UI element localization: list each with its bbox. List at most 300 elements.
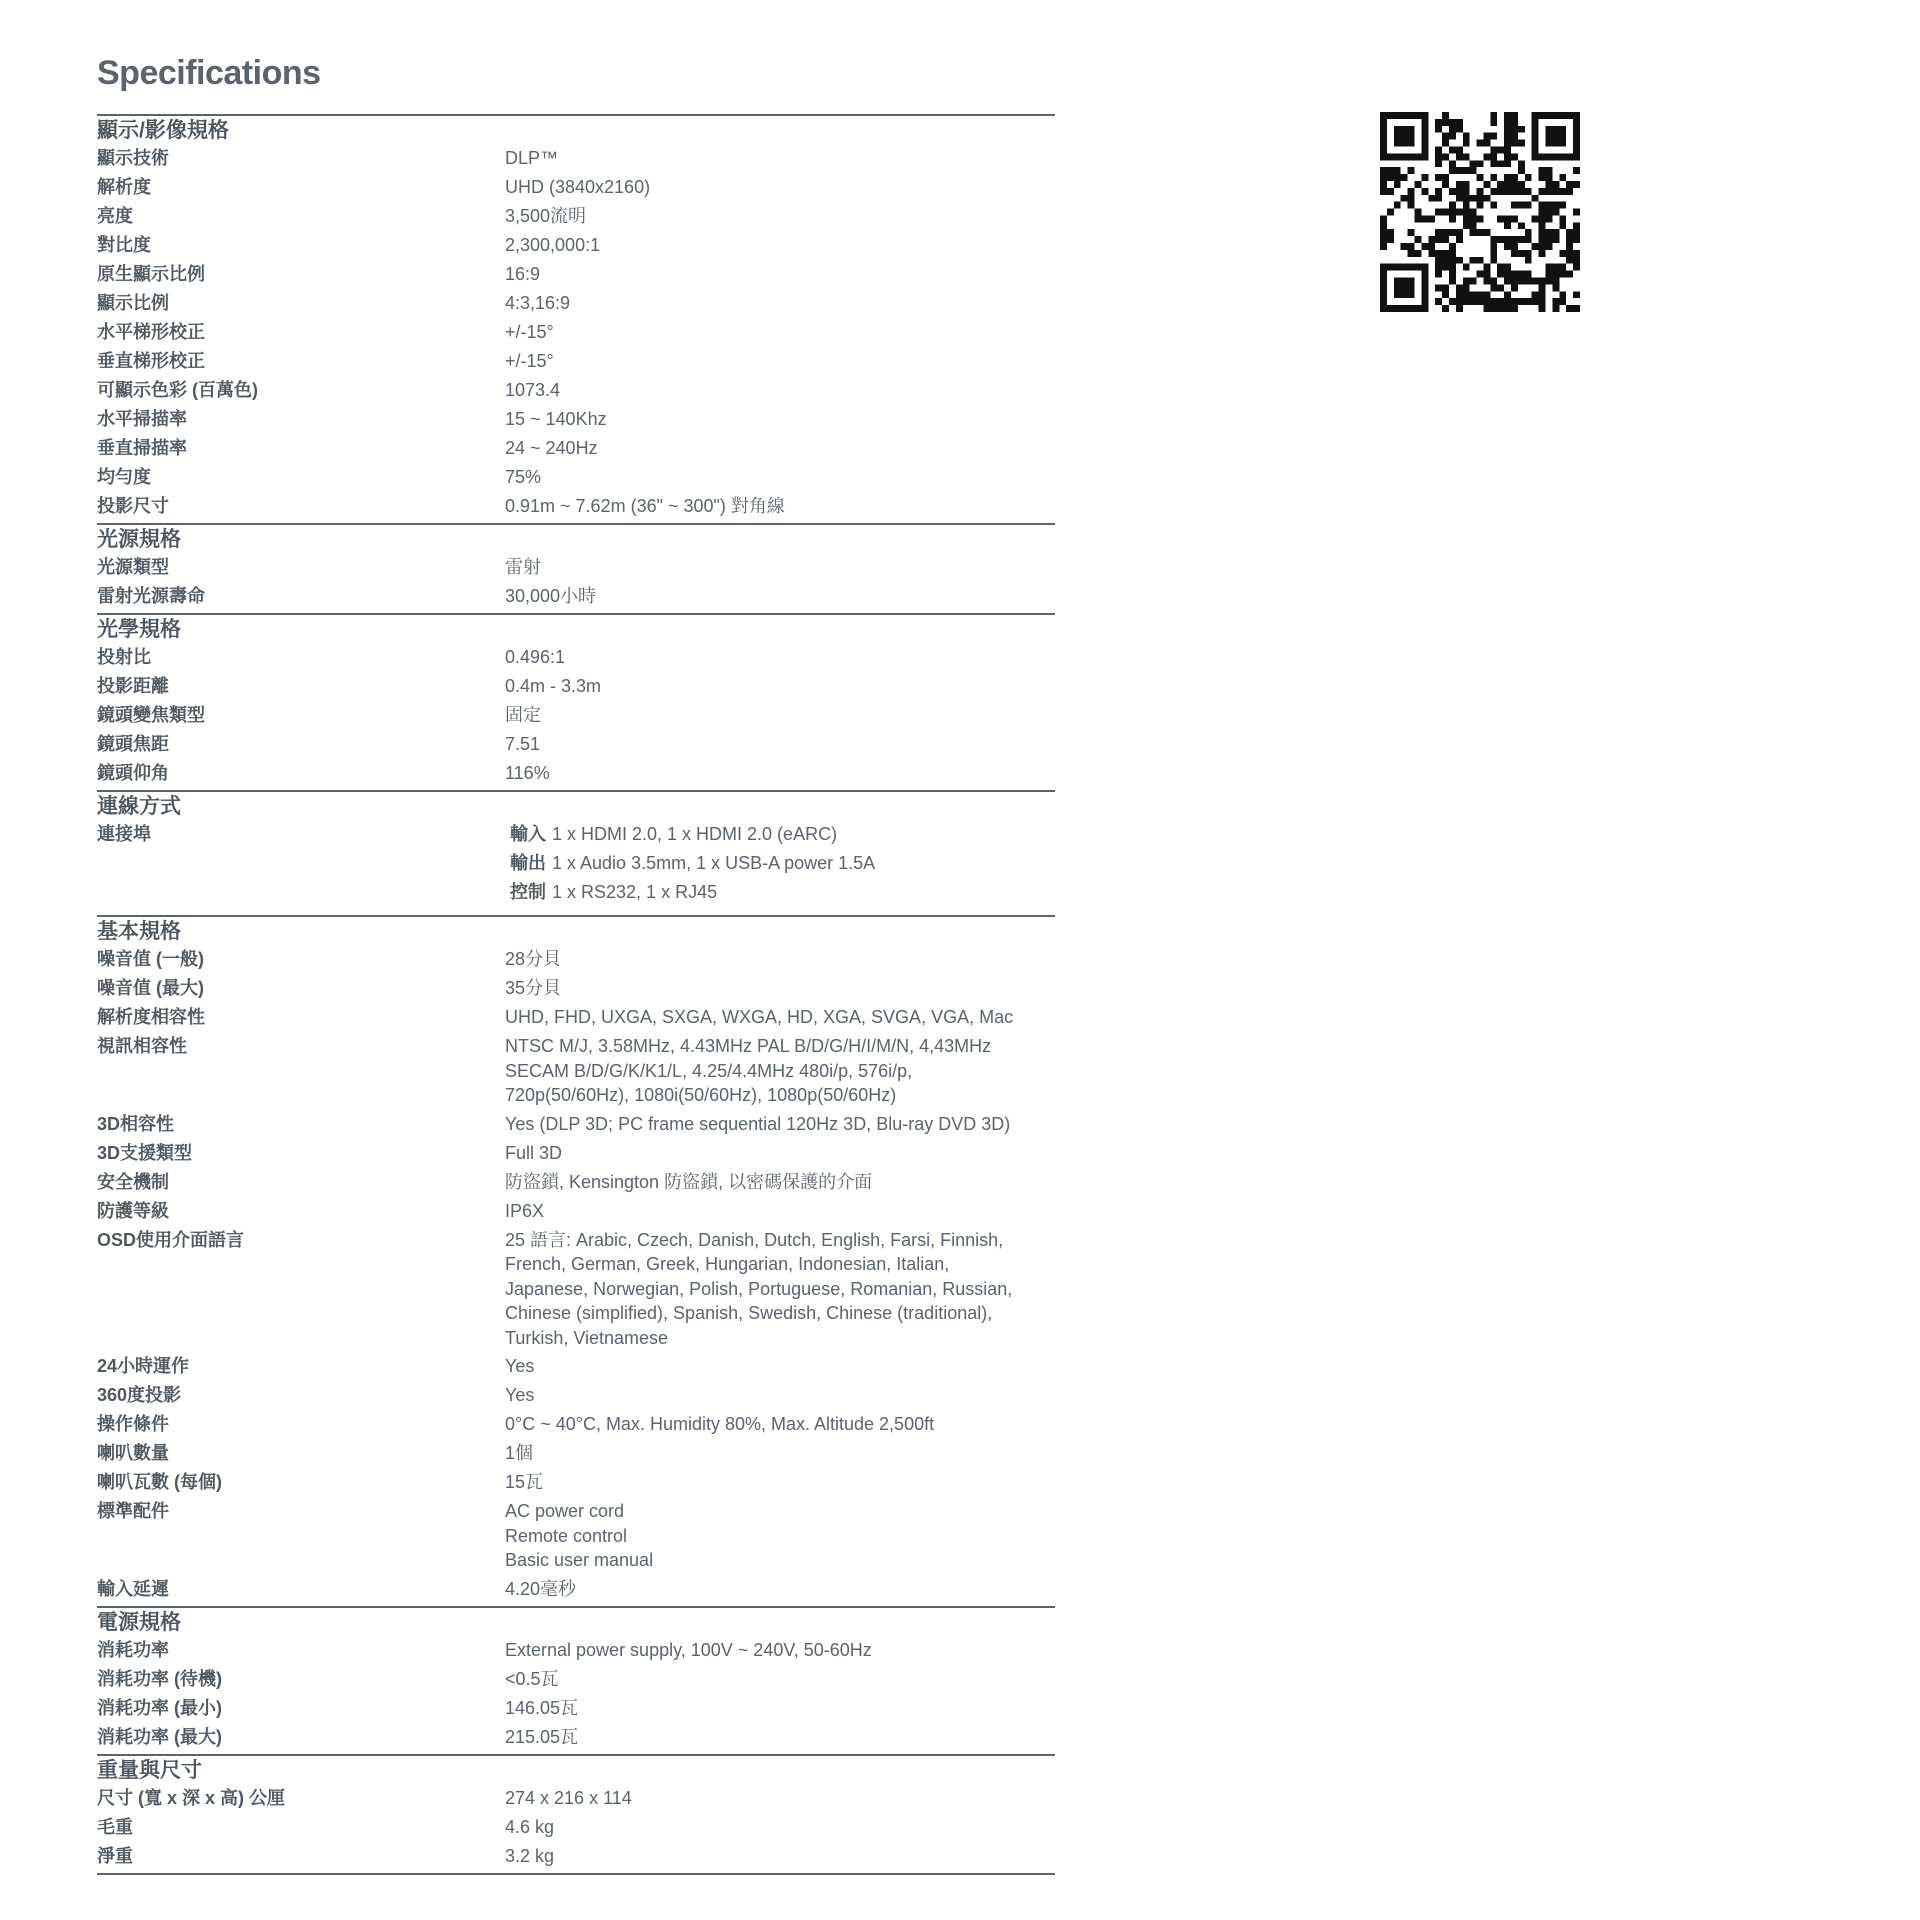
qr-module bbox=[1477, 257, 1484, 264]
qr-module bbox=[1511, 271, 1518, 278]
qr-module bbox=[1539, 305, 1546, 312]
qr-module bbox=[1539, 243, 1546, 250]
qr-module bbox=[1456, 284, 1463, 291]
qr-module bbox=[1408, 167, 1415, 174]
qr-module bbox=[1546, 167, 1553, 174]
spec-row bbox=[97, 945, 1055, 974]
qr-module bbox=[1511, 305, 1518, 312]
connection-tag: 輸出 bbox=[510, 853, 546, 873]
qr-module bbox=[1490, 243, 1497, 250]
qr-module bbox=[1463, 188, 1470, 195]
qr-module bbox=[1442, 174, 1449, 181]
qr-module bbox=[1414, 209, 1421, 216]
spec-section bbox=[97, 616, 1055, 792]
spec-label: 淨重 bbox=[97, 1845, 133, 1866]
spec-row bbox=[97, 1139, 1055, 1168]
qr-module bbox=[1559, 215, 1566, 222]
qr-module bbox=[1566, 271, 1573, 278]
qr-module bbox=[1504, 160, 1511, 167]
qr-module bbox=[1546, 278, 1553, 285]
qr-module bbox=[1380, 229, 1387, 236]
spec-value: <0.5瓦 bbox=[505, 1668, 559, 1689]
spec-value: 15瓦 bbox=[505, 1472, 544, 1492]
spec-label: 投射比 bbox=[97, 647, 151, 667]
qr-module bbox=[1449, 119, 1456, 126]
qr-module bbox=[1483, 140, 1490, 147]
qr-module bbox=[1483, 153, 1490, 160]
spec-label: 解析度 bbox=[97, 177, 151, 197]
spec-value: 116% bbox=[505, 763, 550, 783]
section-title: 基本規格 bbox=[97, 920, 181, 943]
qr-module bbox=[1511, 298, 1518, 305]
qr-module bbox=[1394, 202, 1401, 209]
spec-label: 毛重 bbox=[97, 1816, 133, 1837]
qr-module bbox=[1539, 236, 1546, 243]
spec-value: UHD (3840x2160) bbox=[505, 177, 651, 197]
qr-module bbox=[1456, 305, 1463, 312]
qr-module bbox=[1511, 250, 1518, 257]
qr-module bbox=[1511, 284, 1518, 291]
qr-module bbox=[1518, 181, 1525, 188]
qr-module bbox=[1511, 278, 1518, 285]
spec-row bbox=[97, 730, 1055, 759]
spec-sheet bbox=[97, 114, 1055, 1875]
qr-module bbox=[1428, 243, 1435, 250]
qr-module bbox=[1483, 298, 1490, 305]
spec-row bbox=[97, 1497, 1055, 1575]
spec-label: 對比度 bbox=[97, 235, 151, 255]
qr-module bbox=[1470, 195, 1477, 202]
qr-module bbox=[1380, 236, 1387, 243]
qr-module bbox=[1546, 181, 1553, 188]
spec-row bbox=[97, 701, 1055, 730]
qr-module bbox=[1490, 112, 1497, 119]
spec-row bbox=[97, 820, 1055, 913]
qr-module bbox=[1483, 195, 1490, 202]
qr-module bbox=[1552, 236, 1559, 243]
qr-module bbox=[1525, 257, 1532, 264]
qr-module bbox=[1435, 298, 1442, 305]
qr-module bbox=[1449, 271, 1456, 278]
qr-module bbox=[1490, 284, 1497, 291]
spec-value: 75% bbox=[505, 467, 542, 487]
qr-module bbox=[1497, 305, 1504, 312]
spec-label: 3D支援類型 bbox=[97, 1142, 193, 1163]
qr-module bbox=[1435, 229, 1442, 236]
connection-text: 1 x HDMI 2.0, 1 x HDMI 2.0 (eARC) bbox=[552, 824, 838, 844]
qr-module bbox=[1421, 188, 1428, 195]
qr-module bbox=[1559, 174, 1566, 181]
connection-tag: 控制 bbox=[510, 882, 546, 902]
qr-module bbox=[1573, 222, 1580, 229]
qr-module bbox=[1525, 236, 1532, 243]
spec-row bbox=[97, 1665, 1055, 1694]
qr-module bbox=[1552, 229, 1559, 236]
qr-module bbox=[1552, 271, 1559, 278]
qr-module bbox=[1435, 195, 1442, 202]
spec-row bbox=[97, 1784, 1055, 1813]
spec-value: 7.51 bbox=[505, 734, 541, 754]
qr-module bbox=[1449, 188, 1456, 195]
qr-module bbox=[1456, 298, 1463, 305]
qr-module bbox=[1546, 229, 1553, 236]
qr-module bbox=[1401, 243, 1408, 250]
qr-module bbox=[1552, 202, 1559, 209]
qr-module bbox=[1539, 215, 1546, 222]
qr-module bbox=[1497, 264, 1504, 271]
spec-label: 水平梯形校正 bbox=[97, 322, 205, 342]
qr-module bbox=[1456, 126, 1463, 133]
spec-label: 均勻度 bbox=[97, 467, 151, 487]
qr-module bbox=[1483, 271, 1490, 278]
spec-label: 噪音值 (最大) bbox=[97, 978, 204, 998]
spec-label: 喇叭瓦數 (每個) bbox=[97, 1472, 222, 1492]
spec-value: Yes (DLP 3D; PC frame sequential 120Hz 3D, Blu-ray DVD 3D) bbox=[505, 1113, 1011, 1134]
spec-value: 雷射 bbox=[505, 557, 541, 577]
qr-module bbox=[1477, 174, 1484, 181]
qr-module bbox=[1449, 264, 1456, 271]
qr-module bbox=[1518, 140, 1525, 147]
spec-label: 消耗功率 bbox=[97, 1639, 169, 1660]
qr-module bbox=[1414, 236, 1421, 243]
spec-row bbox=[97, 289, 1055, 318]
spec-row bbox=[97, 1003, 1055, 1032]
qr-module bbox=[1435, 126, 1442, 133]
qr-module bbox=[1470, 291, 1477, 298]
qr-module bbox=[1539, 202, 1546, 209]
spec-row bbox=[97, 318, 1055, 347]
qr-module bbox=[1463, 167, 1470, 174]
qr-module bbox=[1442, 209, 1449, 216]
qr-module bbox=[1449, 202, 1456, 209]
qr-module bbox=[1559, 264, 1566, 271]
qr-module bbox=[1518, 126, 1525, 133]
spec-row bbox=[97, 672, 1055, 701]
qr-module bbox=[1380, 215, 1387, 222]
qr-module bbox=[1463, 153, 1470, 160]
qr-module bbox=[1408, 243, 1415, 250]
qr-module bbox=[1525, 174, 1532, 181]
spec-label: 顯示比例 bbox=[97, 293, 169, 313]
qr-module bbox=[1477, 229, 1484, 236]
qr-module bbox=[1539, 229, 1546, 236]
qr-module bbox=[1401, 195, 1408, 202]
spec-value: 0.496:1 bbox=[505, 647, 566, 667]
qr-module bbox=[1442, 250, 1449, 257]
qr-module bbox=[1449, 215, 1456, 222]
qr-module bbox=[1442, 229, 1449, 236]
qr-module bbox=[1573, 257, 1580, 264]
qr-module bbox=[1504, 126, 1511, 133]
spec-row bbox=[97, 1575, 1055, 1604]
qr-module bbox=[1518, 278, 1525, 285]
spec-row bbox=[97, 260, 1055, 289]
section-title: 光源規格 bbox=[97, 528, 181, 551]
spec-value: 0.91m ~ 7.62m (36" ~ 300") 對角線 bbox=[505, 496, 785, 516]
spec-value: 0.4m - 3.3m bbox=[505, 676, 602, 696]
qr-module bbox=[1483, 133, 1490, 140]
qr-module bbox=[1408, 229, 1415, 236]
qr-module bbox=[1552, 278, 1559, 285]
qr-module bbox=[1511, 215, 1518, 222]
qr-module bbox=[1518, 271, 1525, 278]
qr-module bbox=[1559, 202, 1566, 209]
qr-module bbox=[1559, 250, 1566, 257]
qr-module bbox=[1456, 181, 1463, 188]
spec-row bbox=[97, 759, 1055, 788]
spec-section bbox=[97, 793, 1055, 917]
qr-module bbox=[1518, 167, 1525, 174]
qr-module bbox=[1449, 229, 1456, 236]
qr-module bbox=[1442, 112, 1449, 119]
spec-value: 防盜鎖, Kensington 防盜鎖, 以密碼保護的介面 bbox=[505, 1171, 873, 1192]
qr-module bbox=[1504, 119, 1511, 126]
spec-label: 水平掃描率 bbox=[97, 409, 187, 429]
spec-row bbox=[97, 1439, 1055, 1468]
qr-module bbox=[1546, 243, 1553, 250]
qr-module bbox=[1456, 229, 1463, 236]
qr-module bbox=[1573, 167, 1580, 174]
qr-module bbox=[1497, 271, 1504, 278]
qr-module bbox=[1442, 264, 1449, 271]
qr-module bbox=[1511, 126, 1518, 133]
qr-module bbox=[1504, 174, 1511, 181]
spec-label: 解析度相容性 bbox=[97, 1007, 205, 1027]
qr-module bbox=[1477, 291, 1484, 298]
qr-module bbox=[1525, 271, 1532, 278]
spec-row bbox=[97, 1226, 1055, 1353]
qr-module bbox=[1414, 215, 1421, 222]
qr-module bbox=[1559, 298, 1566, 305]
qr-module bbox=[1456, 291, 1463, 298]
qr-module bbox=[1504, 291, 1511, 298]
qr-module bbox=[1435, 119, 1442, 126]
qr-module bbox=[1539, 174, 1546, 181]
qr-module bbox=[1546, 264, 1553, 271]
spec-row bbox=[97, 1694, 1055, 1723]
qr-module bbox=[1504, 133, 1511, 140]
qr-module bbox=[1442, 236, 1449, 243]
qr-module bbox=[1566, 257, 1573, 264]
qr-module bbox=[1490, 257, 1497, 264]
spec-label: 雷射光源壽命 bbox=[97, 586, 205, 606]
spec-section bbox=[97, 1609, 1055, 1756]
qr-module bbox=[1490, 250, 1497, 257]
qr-module bbox=[1463, 195, 1470, 202]
qr-module bbox=[1566, 243, 1573, 250]
qr-module bbox=[1470, 278, 1477, 285]
qr-module bbox=[1387, 174, 1394, 181]
qr-module bbox=[1483, 305, 1490, 312]
qr-module bbox=[1408, 202, 1415, 209]
spec-value: 3,500流明 bbox=[505, 206, 587, 226]
spec-section bbox=[97, 526, 1055, 615]
spec-label: 噪音值 (一般) bbox=[97, 949, 204, 969]
qr-module bbox=[1539, 298, 1546, 305]
qr-module bbox=[1490, 153, 1497, 160]
spec-value: 3.2 kg bbox=[505, 1845, 555, 1866]
qr-module bbox=[1490, 236, 1497, 243]
qr-module bbox=[1539, 284, 1546, 291]
qr-module bbox=[1566, 236, 1573, 243]
qr-module bbox=[1394, 181, 1401, 188]
qr-module bbox=[1463, 222, 1470, 229]
qr-module bbox=[1387, 209, 1394, 216]
qr-module bbox=[1435, 257, 1442, 264]
spec-row bbox=[97, 1032, 1055, 1110]
qr-module bbox=[1456, 209, 1463, 216]
qr-module bbox=[1518, 298, 1525, 305]
qr-module bbox=[1532, 195, 1539, 202]
qr-module bbox=[1504, 236, 1511, 243]
qr-module bbox=[1546, 202, 1553, 209]
qr-module bbox=[1387, 167, 1394, 174]
qr-module bbox=[1483, 181, 1490, 188]
qr-module bbox=[1511, 174, 1518, 181]
qr-module bbox=[1552, 188, 1559, 195]
qr-module bbox=[1504, 153, 1511, 160]
qr-module bbox=[1497, 146, 1504, 153]
qr-module bbox=[1504, 278, 1511, 285]
qr-module bbox=[1435, 250, 1442, 257]
qr-module bbox=[1470, 209, 1477, 216]
qr-module bbox=[1477, 271, 1484, 278]
spec-label: 亮度 bbox=[97, 206, 133, 226]
spec-value: 4:3,16:9 bbox=[505, 293, 571, 313]
qr-module bbox=[1380, 181, 1387, 188]
qr-module bbox=[1525, 229, 1532, 236]
spec-label: 3D相容性 bbox=[97, 1113, 175, 1134]
qr-module bbox=[1442, 153, 1449, 160]
connection-line bbox=[510, 849, 1055, 878]
qr-module bbox=[1456, 146, 1463, 153]
spec-label: 360度投影 bbox=[97, 1385, 182, 1405]
spec-label: 垂直掃描率 bbox=[97, 438, 187, 458]
qr-module bbox=[1504, 112, 1511, 119]
spec-label: 鏡頭變焦類型 bbox=[97, 705, 205, 725]
qr-module bbox=[1546, 236, 1553, 243]
spec-label: 消耗功率 (最小) bbox=[97, 1697, 222, 1718]
qr-module bbox=[1532, 215, 1539, 222]
qr-module bbox=[1539, 278, 1546, 285]
qr-module bbox=[1511, 119, 1518, 126]
spec-value: NTSC M/J, 3.58MHz, 4.43MHz PAL B/D/G/H/I/M/N, 4,43MHz SECAM B/D/G/K/K1/L, 4.25/4.4MHz 480i/p, 576i/p, 720p(50/60Hz), 1080i(50/60Hz), 1080p(50/60Hz) bbox=[505, 1036, 992, 1105]
spec-row bbox=[97, 405, 1055, 434]
qr-module bbox=[1490, 298, 1497, 305]
spec-label: 投影尺寸 bbox=[97, 496, 169, 516]
qr-module bbox=[1518, 202, 1525, 209]
qr-module bbox=[1532, 278, 1539, 285]
qr-module bbox=[1394, 126, 1415, 147]
spec-label: 輸入延遲 bbox=[97, 1578, 169, 1599]
qr-module bbox=[1387, 229, 1394, 236]
qr-module bbox=[1463, 140, 1470, 147]
spec-row bbox=[97, 376, 1055, 405]
spec-row bbox=[97, 1352, 1055, 1381]
spec-row bbox=[97, 434, 1055, 463]
spec-row bbox=[97, 974, 1055, 1003]
qr-module bbox=[1449, 250, 1456, 257]
qr-module bbox=[1573, 209, 1580, 216]
qr-module bbox=[1408, 188, 1415, 195]
spec-value: DLP™ bbox=[505, 148, 559, 168]
qr-module bbox=[1525, 250, 1532, 257]
qr-module bbox=[1546, 215, 1553, 222]
qr-code bbox=[1380, 112, 1580, 312]
spec-row bbox=[97, 1197, 1055, 1226]
qr-module bbox=[1490, 119, 1497, 126]
qr-module bbox=[1477, 188, 1484, 195]
qr-module bbox=[1539, 188, 1546, 195]
qr-module bbox=[1380, 167, 1387, 174]
spec-label: 顯示技術 bbox=[97, 148, 169, 168]
qr-module bbox=[1497, 188, 1504, 195]
qr-module bbox=[1573, 250, 1580, 257]
qr-module bbox=[1401, 174, 1408, 181]
qr-module bbox=[1490, 146, 1497, 153]
qr-module bbox=[1511, 153, 1518, 160]
qr-module bbox=[1449, 146, 1456, 153]
spec-row bbox=[97, 1842, 1055, 1871]
qr-module bbox=[1539, 250, 1546, 257]
qr-module bbox=[1525, 202, 1532, 209]
qr-module bbox=[1518, 222, 1525, 229]
qr-module bbox=[1394, 167, 1401, 174]
qr-module bbox=[1449, 278, 1456, 285]
spec-section bbox=[97, 918, 1055, 1608]
qr-module bbox=[1490, 133, 1497, 140]
section-title: 光學規格 bbox=[97, 618, 181, 641]
spec-value: 1個 bbox=[505, 1443, 534, 1463]
spec-label: 防護等級 bbox=[97, 1200, 169, 1221]
qr-module bbox=[1463, 202, 1470, 209]
qr-module bbox=[1546, 126, 1567, 147]
qr-module bbox=[1511, 112, 1518, 119]
qr-module bbox=[1532, 291, 1539, 298]
qr-module bbox=[1504, 264, 1511, 271]
qr-module bbox=[1435, 264, 1442, 271]
qr-module bbox=[1546, 209, 1553, 216]
spec-value: 24 ~ 240Hz bbox=[505, 438, 598, 458]
spec-value: 15 ~ 140Khz bbox=[505, 409, 607, 429]
spec-row bbox=[97, 492, 1055, 521]
spec-value: Yes bbox=[505, 1385, 535, 1405]
qr-module bbox=[1504, 271, 1511, 278]
spec-value: AC power cord Remote control Basic user manual bbox=[505, 1501, 654, 1570]
qr-module bbox=[1435, 236, 1442, 243]
qr-module bbox=[1456, 257, 1463, 264]
qr-module bbox=[1552, 305, 1559, 312]
qr-module bbox=[1511, 140, 1518, 147]
qr-module bbox=[1449, 160, 1456, 167]
spec-value: 16:9 bbox=[505, 264, 541, 284]
qr-module bbox=[1449, 298, 1456, 305]
qr-module bbox=[1539, 209, 1546, 216]
qr-module bbox=[1511, 202, 1518, 209]
qr-module bbox=[1518, 188, 1525, 195]
qr-module bbox=[1387, 236, 1394, 243]
qr-module bbox=[1483, 264, 1490, 271]
spec-label: 可顯示色彩 (百萬色) bbox=[97, 380, 258, 400]
qr-module bbox=[1511, 188, 1518, 195]
qr-module bbox=[1566, 229, 1573, 236]
qr-module bbox=[1456, 153, 1463, 160]
qr-module bbox=[1566, 250, 1573, 257]
qr-module bbox=[1532, 298, 1539, 305]
spec-row bbox=[97, 1636, 1055, 1665]
qr-module bbox=[1511, 243, 1518, 250]
qr-module bbox=[1497, 236, 1504, 243]
